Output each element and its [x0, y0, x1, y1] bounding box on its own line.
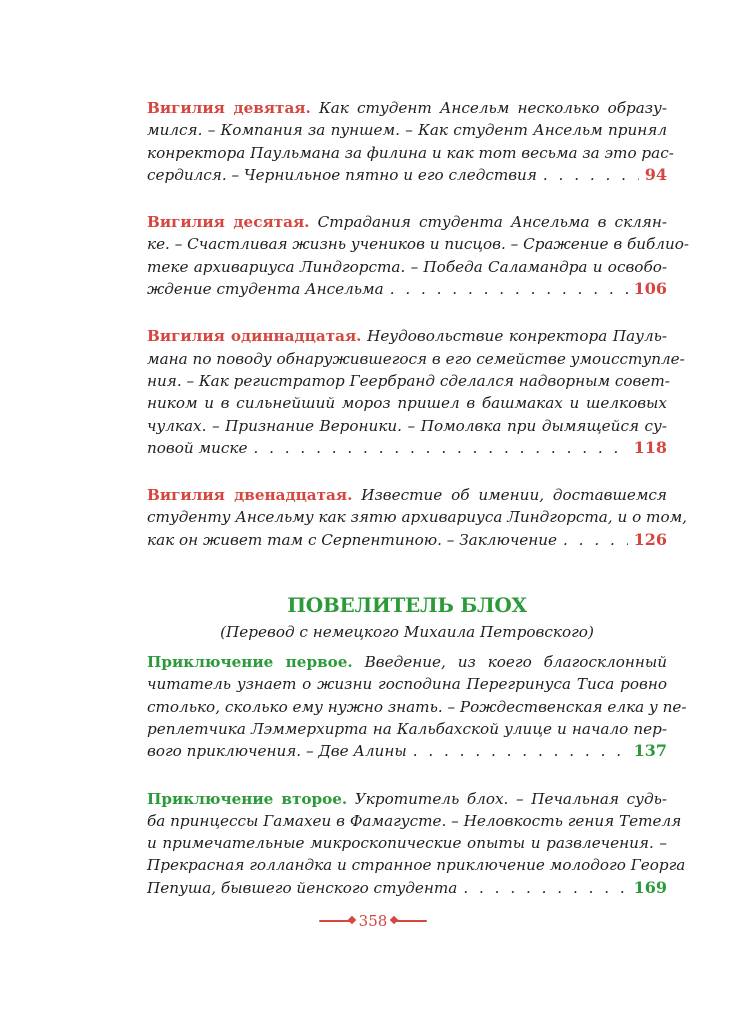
dot-leader	[253, 437, 627, 459]
toc-entry-line: Пепуша, бывшего йенского студента . . . 169	[147, 877, 667, 899]
toc-entry-line: мана по поводу обнаружившегося в его семействе умоисступле-	[147, 349, 685, 368]
toc-entry-line: повой миске . . . 118	[147, 437, 667, 459]
toc-entry-line: Вигилия одиннадцатая. Неудовольствие конректора Пауль-	[147, 327, 668, 346]
ornament-right-icon	[393, 916, 427, 926]
toc-entry-line: Вигилия двенадцатая. Известие об имении, доставшемся	[147, 486, 667, 505]
toc-entry	[147, 484, 688, 551]
dot-leader	[413, 740, 628, 762]
toc-entry-heading: Приключение первое.	[147, 653, 353, 672]
toc-entry-line: Приключение второе. Укротитель блох. – Печальная судь-	[147, 789, 667, 808]
toc-entry-line: вого приключения. – Две Алины . . . 137	[147, 740, 667, 762]
toc-entry-line: ба принцессы Гамахеи в Фамагусте. – Неловкость гения Тетеля	[147, 811, 682, 830]
toc-entry-line: ке. – Счастливая жизнь учеников и писцов. – Сражение в библио-	[147, 235, 690, 254]
dot-leader	[390, 278, 628, 300]
toc-entry-heading: Вигилия девятая.	[147, 99, 311, 117]
toc-page	[147, 97, 690, 924]
toc-entry-line: реплетчика Лэммерхирта на Кальбахской улице и начало пер-	[147, 719, 667, 738]
toc-entry-line: ником и в сильнейший мороз пришел в башмаках и шелковых	[147, 394, 667, 413]
toc-page-number[interactable]: 126	[633, 529, 667, 549]
section-title: ПОВЕЛИТЕЛЬ БЛОХ	[287, 593, 527, 618]
toc-page-number[interactable]: 137	[633, 741, 667, 761]
toc-entry-heading: Вигилия двенадцатая.	[147, 486, 353, 505]
toc-entry	[147, 651, 687, 762]
dot-leader	[563, 529, 628, 551]
toc-entry-line: Приключение первое. Введение, из коего благосклонный	[147, 653, 668, 672]
section-subtitle: (Перевод с немецкого Михаила Петровского)	[220, 623, 594, 642]
toc-page-number[interactable]: 106	[633, 279, 667, 299]
toc-entry	[147, 97, 674, 186]
toc-entry-line: как он живет там с Серпентиною. – Заключение . . . 126	[147, 529, 667, 551]
toc-entry-line: столько, сколько ему нужно знать. – Рождественская елка у пе-	[147, 697, 687, 716]
toc-entry-heading: Вигилия десятая.	[147, 213, 310, 232]
toc-page-number[interactable]: 118	[633, 437, 667, 457]
toc-entry-line: конректора Паульмана за филина и как тот весьма за это рас-	[147, 143, 674, 162]
ornament-left-icon	[319, 916, 353, 926]
toc-entry-line: Вигилия девятая. Как студент Ансельм несколько образу-	[147, 99, 667, 117]
toc-entry-line: читатель узнает о жизни господина Перегринуса Тиса ровно	[147, 675, 667, 694]
toc-entry-line: студенту Ансельму как зятю архивариуса Линдгорста, и о том,	[147, 508, 688, 527]
toc-entry-line: мился. – Компания за пуншем. – Как студент Ансельм принял	[147, 121, 667, 140]
toc-entry-line: Вигилия десятая. Страдания студента Ансельма в склян-	[147, 213, 667, 232]
toc-entry	[147, 788, 686, 899]
page-footer	[0, 912, 746, 930]
toc-entry-line: и примечательные микроскопические опыты и развлечения. –	[147, 834, 667, 853]
toc-entry-line: Прекрасная голландка и странное приключение молодого Георга	[147, 856, 686, 875]
toc-entry-line: чулках. – Признание Вероники. – Помолвка при дымящейся су-	[147, 416, 667, 435]
dot-leader	[543, 164, 639, 186]
toc-entry-line: сердился. – Чернильное пятно и его следствия . . . 94	[147, 164, 667, 186]
dot-leader	[463, 877, 627, 899]
toc-page-number[interactable]: 94	[644, 164, 667, 184]
toc-entry	[147, 325, 685, 459]
toc-entry-heading: Вигилия одиннадцатая.	[147, 327, 362, 346]
toc-entry-line: ния. – Как регистратор Геербранд сделался надворным совет-	[147, 371, 670, 390]
toc-entry-line: ждение студента Ансельма . . . 106	[147, 278, 667, 300]
toc-entry-line: теке архивариуса Линдгорста. – Победа Саламандра и освобо-	[147, 257, 667, 276]
toc-entry-heading: Приключение второе.	[147, 789, 348, 808]
page-number: 358	[358, 912, 388, 930]
toc-page-number[interactable]: 169	[633, 877, 667, 897]
toc-entry	[147, 211, 690, 300]
